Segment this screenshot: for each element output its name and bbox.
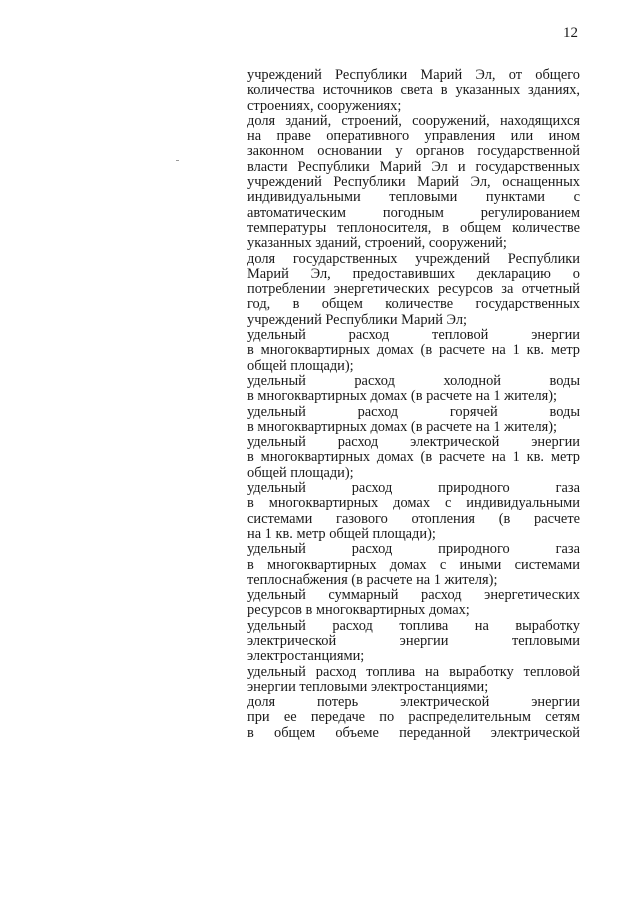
- text-line: на 1 кв. метр общей площади);: [247, 525, 436, 542]
- text-line: общей площади);: [247, 357, 354, 374]
- text-line: указанных зданий, строений, сооружений;: [247, 235, 507, 252]
- text-line: законном основании у органов государственной: [247, 143, 580, 160]
- text-line: учреждений Республики Марий Эл, оснащенных: [247, 174, 580, 191]
- text-line: электрической энергии тепловыми: [247, 632, 580, 649]
- text-line: системами газового отопления (в расчете: [247, 510, 580, 527]
- text-line: в многоквартирных домах с иными системами: [247, 556, 580, 573]
- text-line: в многоквартирных домах (в расчете на 1 жителя);: [247, 388, 558, 405]
- text-line: удельный расход природного газа: [247, 541, 580, 558]
- text-line: в многоквартирных домах (в расчете на 1 жителя);: [247, 418, 558, 435]
- text-line: общей площади);: [247, 464, 354, 481]
- text-line: в многоквартирных домах с индивидуальными: [247, 495, 580, 512]
- text-line: учреждений Республики Марий Эл, от общего: [247, 67, 580, 83]
- text-line: температуры теплоносителя, в общем количестве: [247, 219, 580, 236]
- text-line: Марий Эл, предоставивших декларацию о: [247, 265, 580, 282]
- text-line: удельный расход природного газа: [247, 480, 580, 497]
- text-line: удельный расход электрической энергии: [247, 434, 580, 451]
- text-line: электростанциями;: [247, 648, 365, 665]
- text-line: удельный расход топлива на выработку тепловой: [247, 663, 580, 680]
- text-line: теплоснабжения (в расчете на 1 жителя);: [247, 571, 498, 588]
- text-line: в многоквартирных домах (в расчете на 1 кв. метр: [247, 342, 580, 359]
- text-line: строениях, сооружениях;: [247, 97, 402, 114]
- text-line: потреблении энергетических ресурсов за отчетный: [247, 281, 580, 298]
- text-line: при ее передаче по распределительным сетям: [247, 709, 580, 726]
- text-line: ресурсов в многоквартирных домах;: [247, 602, 470, 619]
- text-line: удельный расход горячей воды: [247, 403, 580, 420]
- text-line: учреждений Республики Марий Эл;: [247, 311, 468, 328]
- margin-mark: [176, 160, 179, 161]
- text-line: власти Республики Марий Эл и государственных: [247, 158, 580, 175]
- text-line: автоматическим погодным регулированием: [247, 204, 580, 221]
- text-line: индивидуальными тепловыми пунктами с: [247, 189, 580, 206]
- text-line: на праве оперативного управления или ином: [247, 128, 580, 145]
- text-line: в общем объеме переданной электрической: [247, 724, 580, 741]
- text-line: удельный расход топлива на выработку: [247, 617, 580, 634]
- text-line: год, в общем количестве государственных: [247, 296, 580, 313]
- text-line: удельный суммарный расход энергетических: [247, 587, 580, 604]
- text-line: доля потерь электрической энергии: [247, 694, 580, 711]
- page-number: 12: [563, 25, 578, 41]
- text-line: в многоквартирных домах (в расчете на 1 кв. метр: [247, 449, 580, 466]
- text-line: доля государственных учреждений Республики: [247, 250, 580, 267]
- text-line: доля зданий, строений, сооружений, находящихся: [247, 112, 580, 129]
- text-line: удельный расход тепловой энергии: [247, 327, 580, 344]
- text-line: удельный расход холодной воды: [247, 372, 580, 389]
- text-line: энергии тепловыми электростанциями;: [247, 678, 489, 695]
- text-line: количества источников света в указанных зданиях,: [247, 82, 580, 99]
- body-text: [247, 68, 580, 741]
